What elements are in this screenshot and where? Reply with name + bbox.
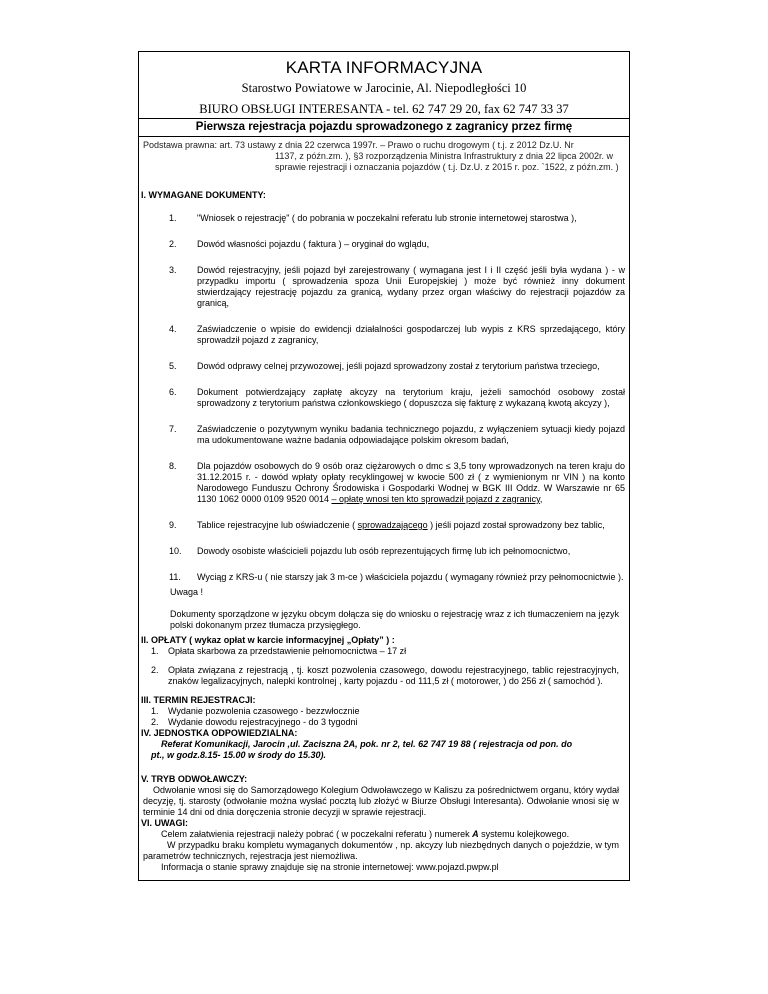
list-item: 10. Dowody osobiste właścicieli pojazdu lub osób reprezentujących firmę lub ich pełnomocnictwo, xyxy=(169,546,571,556)
list-item: 7. Zaświadczenie o pozytywnym wyniku badania technicznego pojazdu, z wyłączeniem sytuacji kiedy pojazd ma udokumentowane ważne badania odpowiadające polskim okresom badań, xyxy=(169,424,625,445)
list-item: 2. Dowód własności pojazdu ( faktura ) – oryginał do wglądu, xyxy=(169,239,430,249)
section-fees-heading: II. OPŁATY ( wykaz opłat w karcie informacyjnej „Opłaty” ) : xyxy=(141,635,395,645)
term-list xyxy=(151,706,619,728)
legal-basis xyxy=(139,137,629,173)
office-address: Starostwo Powiatowe w Jarocinie, Al. Niepodległości 10 xyxy=(241,81,527,95)
legal-line-2: 1137, z późn.zm. ), §3 rozporządzenia Ministra Infrastruktury z dnia 22 lipca 2002r. w xyxy=(275,151,613,161)
header xyxy=(139,58,629,117)
note-text: Dokumenty sporządzone w języku obcym dołącza się do wniosku o rejestrację wraz z ich tłumaczeniem na język polski dokonanym przez tłumacza przysięgłego. xyxy=(170,609,619,630)
list-item: 4. Zaświadczenie o wpisie do ewidencji działalności gospodarczej lub wypis z KRS sprzedającego, który sprowadził pojazd z zagranicy, xyxy=(169,324,625,345)
office-contact: BIURO OBSŁUGI INTERESANTA - tel. 62 747 29 20, fax 62 747 33 37 xyxy=(199,102,569,116)
note-label: Uwaga ! xyxy=(170,587,204,597)
list-item: 2. Opłata związana z rejestracją , tj. koszt pozwolenia czasowego, dowodu rejestracyjnego, tablic rejestracyjnych, znaków legalizacyjnych, nalepki kontrolnej , karty pojazdu - od 111,5 zł ( motorower, ) do 256 zł ( samochód ). xyxy=(151,665,619,686)
remarks-line-2: W przypadku braku kompletu wymaganych dokumentów , np. akcyzy lub niezbędnych danych o pojeździe, w tym parametrów technicznych, rejestracja jest niemożliwa. xyxy=(143,840,619,861)
remarks-line-3: Informacja o stanie sprawy znajduje się na stronie internetowej: www.pojazd.pwpw.pl xyxy=(161,862,499,872)
information-card xyxy=(138,51,630,881)
list-item: 8. Dla pojazdów osobowych do 9 osób oraz ciężarowych o dmc ≤ 3,5 tony wprowadzonych na teren kraju do 31.12.2015 r. - dowód wpłaty opłaty recyklingowej w kwocie 500 zł ( z wymienionym nr VIN ) na konto Narodowego Funduszu Ochrony Środowiska i Gospodarki Wodnej w BGK III Oddz. W Warszawie nr 65 1130 1062 0000 0109 9520 0014 – opłatę wnosi ten kto sprowadził pojazd z zagranicy, xyxy=(169,461,625,504)
responsible-unit-line-2: pt., w godz.8.15- 15.00 w środy do 15.30). xyxy=(151,750,327,760)
list-item: 5. Dowód odprawy celnej przywozowej, jeśli pojazd sprowadzony został z terytorium państwa trzeciego, xyxy=(169,361,600,371)
responsible-unit-line-1: Referat Komunikacji, Jarocin ,ul. Zaciszna 2A, pok. nr 2, tel. 62 747 19 88 ( rejestracja od pon. do xyxy=(161,739,573,749)
list-item: 2. Wydanie dowodu rejestracyjnego - do 3 tygodni xyxy=(151,717,358,727)
appeal-text: Odwołanie wnosi się do Samorządowego Kolegium Odwoławczego w Kaliszu za pośrednictwem organu, który wydał decyzję, tj. starosty (odwołanie można wysłać pocztą lub złożyć w Biurze Obsługi Interesanta). Odwołanie wnosi się w terminie 14 dni od dnia doręczenia stronie decyzji w sprawie rejestracji. xyxy=(143,785,619,817)
section-term-heading: III. TERMIN REJESTRACJI: xyxy=(141,695,256,705)
list-item: 1. "Wniosek o rejestrację" ( do pobrania w poczekalni referatu lub stronie internetowej starostwa ), xyxy=(169,213,577,223)
section-responsible-unit-heading: IV. JEDNOSTKA ODPOWIEDZIALNA: xyxy=(141,728,298,738)
legal-line-1: Podstawa prawna: art. 73 ustawy z dnia 22 czerwca 1997r. – Prawo o ruchu drogowym ( t.j. z 2012 Dz.U. Nr xyxy=(143,140,574,150)
list-item: 9. Tablice rejestracyjne lub oświadczenie ( sprowadzającego ) jeśli pojazd został sprowadzony bez tablic, xyxy=(169,520,605,530)
procedure-title: Pierwsza rejestracja pojazdu sprowadzonego z zagranicy przez firmę xyxy=(139,118,629,137)
list-item: 11. Wyciąg z KRS-u ( nie starszy jak 3 m-ce ) właściciela pojazdu ( wymagany również przy pełnomocnictwie ). xyxy=(169,572,624,582)
list-item: 1. Wydanie pozwolenia czasowego - bezzwłocznie xyxy=(151,706,360,716)
section-required-documents-heading: I. WYMAGANE DOKUMENTY: xyxy=(141,190,266,200)
page-title: KARTA INFORMACYJNA xyxy=(285,58,483,77)
fees-list xyxy=(151,646,619,687)
section-remarks-heading: VI. UWAGI: xyxy=(141,818,188,828)
legal-line-3: sprawie rejestracji i oznaczania pojazdów ( t.j. Dz.U. z 2015 r. poz. `1522, z późn.zm. ) xyxy=(275,162,619,172)
list-item: 6. Dokument potwierdzający zapłatę akcyzy na terytorium kraju, jeżeli samochód osobowy został sprowadzony z terytorium państwa członkowskiego ( dopuszcza się fakturę z wykazaną kwotą akcyzy ), xyxy=(169,387,625,408)
list-item: 3. Dowód rejestracyjny, jeśli pojazd był zarejestrowany ( wymagana jest I i II część jeśli była wydana ) - w przypadku importu ( sprowadzenia spoza Unii Europejskiej ) może być również inny dokument stwierdzający rejestrację pojazdu za granicą, wydany przez organ właściwy do rejestracji pojazdów za granicą, xyxy=(169,265,625,308)
remarks-line-1: Celem załatwienia rejestracji należy pobrać ( w poczekalni referatu ) numerek A systemu kolejkowego. xyxy=(161,829,570,839)
list-item: 1. Opłata skarbowa za przedstawienie pełnomocnictwa – 17 zł xyxy=(151,646,407,656)
section-appeal-heading: V. TRYB ODWOŁAWCZY: xyxy=(141,774,248,784)
required-documents-list xyxy=(139,213,629,583)
